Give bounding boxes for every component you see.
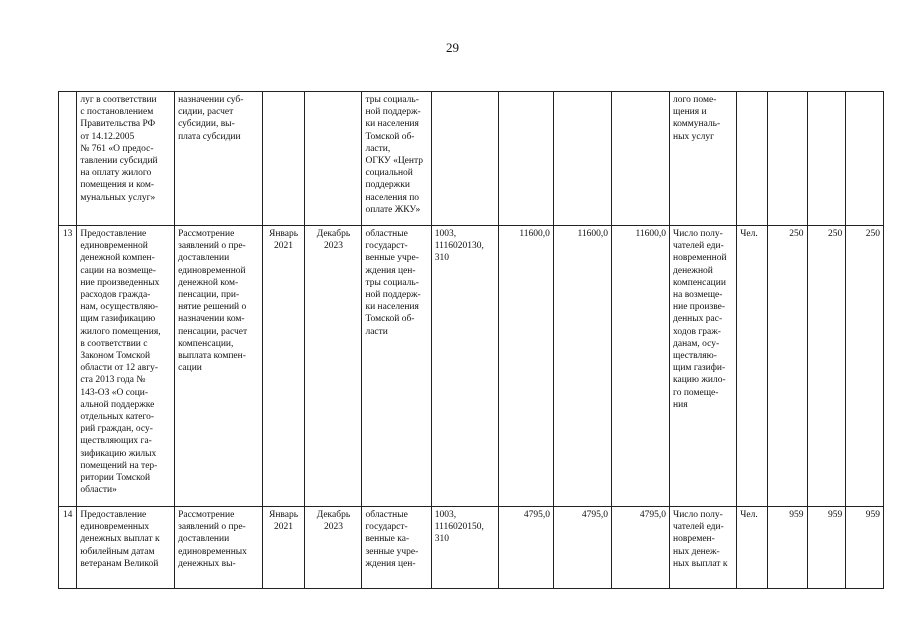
start-date: Январь 2021 <box>262 226 305 507</box>
measure-name: луг в соответствии с постановлением Правительства РФ от 14.12.2005 № 761 «О предос- тавлении субсидий на оплату жилого помещения и ком- мунальных услуг» <box>77 92 175 226</box>
target-year-2 <box>807 92 846 226</box>
unit <box>737 92 768 226</box>
funding-year-1: 4795,0 <box>498 507 553 589</box>
target-year-1: 959 <box>767 507 807 589</box>
measure-name: Предоставление единовременной денежной компен- сации на возмеще- ние произведенных расходов гражда- нам, осуществляю- щим газификацию жилого помещения, в соответствии с Законом Томской области от 12 авгу- ста 2013 года № 143-ОЗ «О соци- альной поддержке отдельных катего- рий граждан, осу- ществляющих га- зификацию жилых помещений на тер- ритории Томской области» <box>77 226 175 507</box>
funding-year-2: 4795,0 <box>553 507 611 589</box>
indicator: лого поме- щения и коммуналь- ных услуг <box>670 92 737 226</box>
measure-action: Рассмотрение заявлений о пре- доставлении единовременной денежной ком- пенсации, при- нятие решений о назначении ком- пенсации, расчет компенсации, выплата компен- сации <box>175 226 263 507</box>
row-index: 13 <box>59 226 77 507</box>
start-date: Январь 2021 <box>262 507 305 589</box>
measure-action: Рассмотрение заявлений о пре- доставлении единовременных денежных вы- <box>175 507 263 589</box>
table-row <box>59 92 884 226</box>
executor: областные государст- венные ка- зенные учре- ждения цен- <box>362 507 431 589</box>
budget-code <box>431 92 498 226</box>
target-year-3: 959 <box>846 507 884 589</box>
target-year-1: 250 <box>767 226 807 507</box>
unit: Чел. <box>737 507 768 589</box>
measure-action: назначении суб- сидии, расчет субсидии, вы- плата субсидии <box>175 92 263 226</box>
funding-year-2: 11600,0 <box>553 226 611 507</box>
indicator: Число полу- чателей еди- новременной денежной компенсации на возмеще- ние произве- денных рас- ходов граж- данам, осу- ществляю- щим газифи- кацию жило- го помеще- ния <box>670 226 737 507</box>
end-date <box>305 92 362 226</box>
table-row <box>59 507 884 589</box>
funding-year-1 <box>498 92 553 226</box>
indicator: Число полу- чателей еди- новремен- ных денеж- ных выплат к <box>670 507 737 589</box>
end-date: Декабрь 2023 <box>305 226 362 507</box>
budget-code: 1003, 1116020150, 310 <box>431 507 498 589</box>
row-index: 14 <box>59 507 77 589</box>
executor: тры социаль- ной поддерж- ки населения Томской об- ласти, ОГКУ «Центр социальной поддержки населения по оплате ЖКУ» <box>362 92 431 226</box>
program-table <box>58 91 884 589</box>
target-year-3: 250 <box>846 226 884 507</box>
target-year-2: 250 <box>807 226 846 507</box>
page-number: 29 <box>446 40 459 55</box>
executor: областные государст- венные учре- ждения цен- тры социаль- ной поддерж- ки населения Томской об- ласти <box>362 226 431 507</box>
budget-code: 1003, 1116020130, 310 <box>431 226 498 507</box>
measure-name: Предоставление единовременных денежных выплат к юбилейным датам ветеранам Великой <box>77 507 175 589</box>
row-index <box>59 92 77 226</box>
table-row <box>59 226 884 507</box>
end-date: Декабрь 2023 <box>305 507 362 589</box>
funding-year-1: 11600,0 <box>498 226 553 507</box>
start-date <box>262 92 305 226</box>
funding-year-3: 4795,0 <box>611 507 669 589</box>
funding-year-3: 11600,0 <box>611 226 669 507</box>
target-year-2: 959 <box>807 507 846 589</box>
funding-year-3 <box>611 92 669 226</box>
target-year-1 <box>767 92 807 226</box>
target-year-3 <box>846 92 884 226</box>
funding-year-2 <box>553 92 611 226</box>
unit: Чел. <box>737 226 768 507</box>
